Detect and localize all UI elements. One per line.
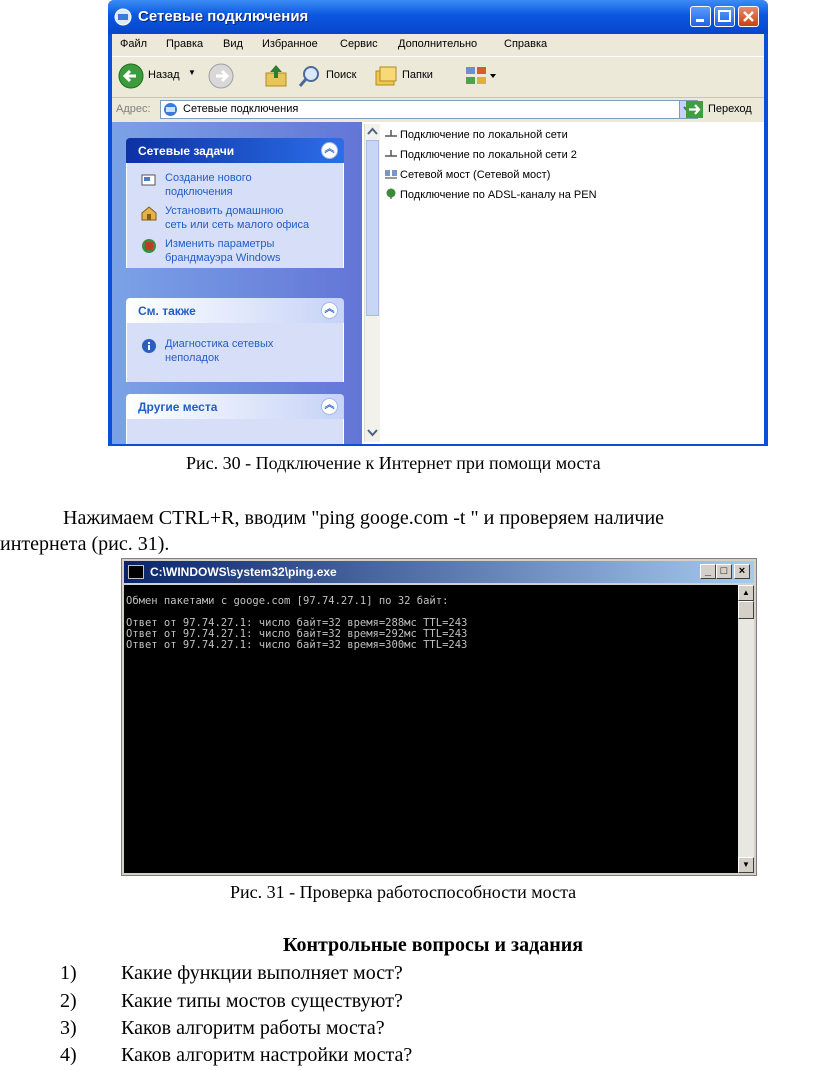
panel-title: Другие места	[138, 400, 218, 414]
network-bridge-icon	[384, 168, 398, 179]
broadband-connection-icon	[384, 188, 398, 199]
task-line: Изменить параметры	[165, 238, 275, 250]
item-label: Подключение по локальной сети	[400, 129, 568, 141]
console-output[interactable]	[124, 585, 738, 873]
menu-tools[interactable]: Сервис	[340, 38, 378, 50]
list-item[interactable]	[384, 128, 568, 141]
up-folder-icon[interactable]	[264, 63, 288, 89]
item-label: Подключение по ADSL-каналу на PEN	[400, 189, 597, 201]
paragraph-line: интернета (рис. 31).	[0, 533, 170, 555]
panel-header[interactable]	[126, 298, 344, 323]
minimize-icon	[691, 7, 710, 26]
maximize-button[interactable]	[716, 564, 732, 579]
question-number: 2)	[60, 990, 77, 1012]
task-line: брандмауэра Windows	[165, 252, 281, 264]
console-line: Ответ от 97.74.27.1: число байт=32 время=288мс TTL=243	[126, 617, 468, 629]
panel-header[interactable]	[126, 394, 344, 419]
menu-bar	[112, 34, 764, 56]
figure-caption: Рис. 30 - Подключение к Интернет при помощи моста	[186, 453, 601, 473]
address-label: Адрес:	[116, 103, 151, 115]
search-icon	[298, 64, 322, 88]
close-button[interactable]	[734, 564, 750, 579]
back-label: Назад	[148, 69, 180, 81]
window-title: Сетевые подключения	[138, 8, 309, 25]
task-line: сеть или сеть малого офиса	[165, 219, 310, 231]
explorer-title-bar[interactable]	[108, 0, 768, 34]
back-button[interactable]	[118, 63, 198, 89]
console-scrollbar[interactable]	[738, 585, 754, 873]
info-icon	[141, 338, 157, 354]
firewall-icon	[141, 238, 157, 254]
close-icon: ×	[738, 565, 746, 577]
console-line: Обмен пакетами с googe.com [97.74.27.1] по 32 байт:	[126, 595, 449, 607]
task-line: подключения	[165, 186, 233, 198]
console-line: Ответ от 97.74.27.1: число байт=32 время=300мс TTL=243	[126, 639, 468, 651]
menu-file[interactable]: Файл	[120, 38, 148, 50]
network-connections-icon	[163, 102, 178, 117]
menu-favorites[interactable]: Избранное	[262, 38, 318, 50]
toolbar	[112, 56, 764, 98]
address-field[interactable]	[160, 100, 698, 119]
questions-heading: Контрольные вопросы и задания	[282, 934, 584, 956]
paragraph-line: Нажимаем CTRL+R, вводим "ping googe.com -t " и проверяем наличие	[63, 507, 665, 529]
window-title: C:\WINDOWS\system32\ping.exe	[150, 565, 337, 579]
menu-edit[interactable]: Правка	[166, 38, 204, 50]
menu-view[interactable]: Вид	[223, 38, 243, 50]
search-label: Поиск	[326, 69, 357, 81]
lan-connection-icon	[384, 148, 398, 159]
question-text: Какие функции выполняет мост?	[121, 962, 403, 984]
console-title-bar[interactable]	[124, 561, 754, 583]
folders-icon	[374, 65, 398, 87]
maximize-icon: □	[720, 565, 728, 577]
address-value: Сетевые подключения	[183, 103, 299, 115]
panel-title: См. также	[138, 304, 196, 318]
go-label: Переход	[708, 103, 752, 115]
search-button[interactable]	[298, 63, 368, 89]
task-line: неполадок	[165, 352, 219, 364]
chevron-down-icon[interactable]	[366, 427, 379, 437]
explorer-window	[108, 0, 768, 446]
question-text: Каков алгоритм работы моста?	[121, 1017, 385, 1039]
collapse-chevron-icon[interactable]: ︽	[321, 142, 338, 159]
home-network-icon	[141, 205, 157, 221]
list-item[interactable]	[384, 168, 550, 181]
back-dropdown-icon[interactable]: ▼	[188, 68, 196, 77]
network-connections-icon	[114, 8, 132, 26]
maximize-button[interactable]	[714, 6, 735, 27]
console-window	[121, 558, 757, 876]
menu-advanced[interactable]: Дополнительно	[398, 38, 478, 50]
task-pane	[112, 122, 362, 444]
address-bar	[112, 98, 764, 122]
scroll-thumb[interactable]	[738, 601, 754, 619]
task-line: Установить домашнюю	[165, 205, 284, 217]
task-line: Диагностика сетевых	[165, 338, 274, 350]
console-line: Ответ от 97.74.27.1: число байт=32 время=292мс TTL=243	[126, 628, 468, 640]
figure-caption: Рис. 31 - Проверка работоспособности моста	[230, 882, 577, 902]
other-places-panel	[126, 394, 344, 444]
chevron-up-icon[interactable]	[366, 126, 379, 136]
question-number: 1)	[60, 962, 77, 984]
scroll-thumb[interactable]	[366, 140, 379, 316]
maximize-icon	[715, 7, 734, 26]
see-also-panel	[126, 298, 344, 382]
new-connection-icon	[141, 172, 157, 188]
network-tasks-panel	[126, 138, 344, 268]
collapse-chevron-icon[interactable]: ︽	[321, 398, 338, 415]
panel-header[interactable]	[126, 138, 344, 163]
minimize-button[interactable]	[690, 6, 711, 27]
minimize-icon: _	[704, 565, 712, 577]
menu-help[interactable]: Справка	[504, 38, 548, 50]
minimize-button[interactable]	[700, 564, 716, 579]
lan-connection-icon	[384, 128, 398, 139]
question-text: Каков алгоритм настройки моста?	[121, 1044, 413, 1066]
views-icon[interactable]	[464, 64, 498, 88]
go-button[interactable]	[686, 100, 762, 119]
question-text: Какие типы мостов существуют?	[121, 990, 403, 1012]
folders-button[interactable]	[374, 63, 444, 89]
list-scrollbar[interactable]	[364, 124, 380, 442]
list-item[interactable]	[384, 148, 577, 161]
explorer-body	[112, 34, 764, 444]
close-button[interactable]	[738, 6, 759, 27]
console-app-icon	[128, 565, 144, 579]
collapse-chevron-icon[interactable]: ︽	[321, 302, 338, 319]
chevron-up-icon[interactable]: ▲	[738, 585, 754, 601]
question-number: 3)	[60, 1017, 77, 1039]
forward-arrow-icon[interactable]	[208, 63, 234, 89]
folders-label: Папки	[402, 69, 433, 81]
go-arrow-icon	[686, 101, 704, 118]
question-number: 4)	[60, 1044, 77, 1066]
close-icon	[739, 7, 758, 26]
connections-list	[362, 122, 764, 444]
chevron-down-icon[interactable]: ▼	[738, 857, 754, 873]
item-label: Сетевой мост (Сетевой мост)	[400, 169, 551, 181]
task-line: Создание нового	[165, 172, 252, 184]
list-item[interactable]	[384, 188, 597, 201]
back-arrow-icon	[118, 63, 144, 89]
item-label: Подключение по локальной сети 2	[400, 149, 577, 161]
panel-title: Сетевые задачи	[138, 144, 235, 158]
